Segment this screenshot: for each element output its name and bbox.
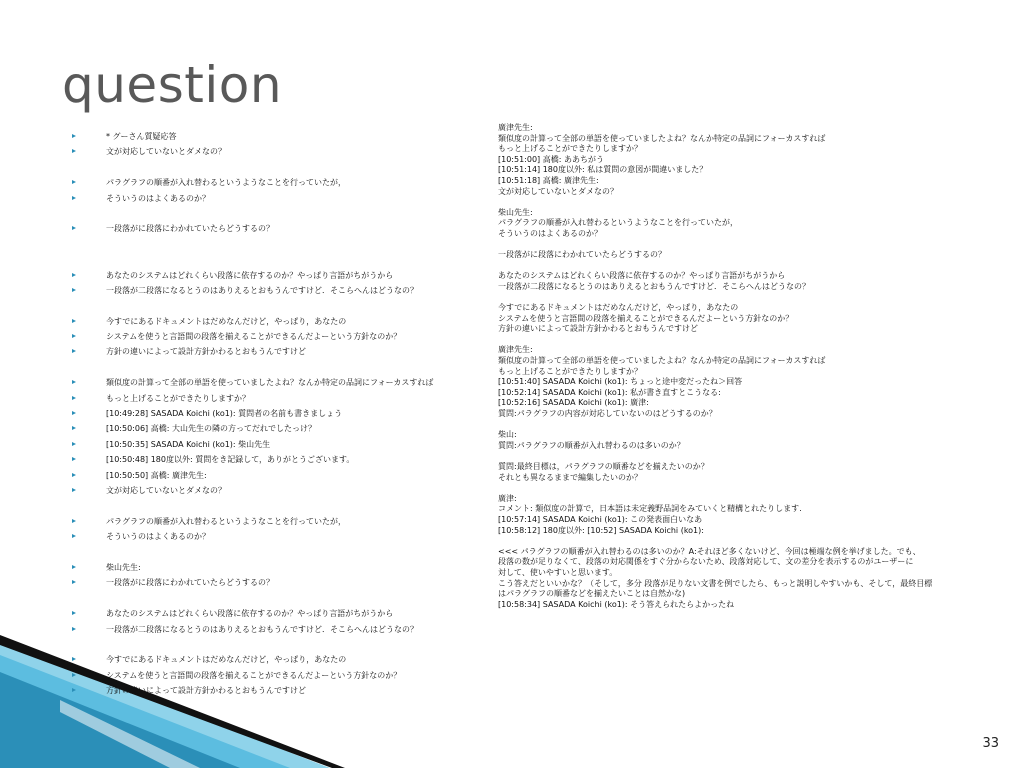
bullet-arrow-icon — [72, 226, 76, 230]
text-line: システムを使うと言語間の段落を揃えることができるんだよーという方針なのか？ — [498, 313, 794, 323]
text-line: はパラグラフの順番などを揃えたいことは自然かな) — [498, 589, 686, 599]
bullet-item — [72, 437, 512, 452]
text-line: [10:51:40] SASADA Koichi (ko1): ちょっと途中変だったね＞回答 — [498, 377, 743, 387]
bullet-arrow-icon — [72, 627, 76, 631]
bullet-item — [72, 483, 512, 498]
bullet-text: パラグラフの順番が入れ替わるというようなことを行っていたが， — [106, 516, 346, 526]
text-spacer — [498, 536, 998, 547]
text-spacer — [498, 293, 998, 304]
text-line: [10:51:00] 高橋: ああちがう — [498, 154, 604, 164]
bullet-item — [72, 421, 512, 436]
text-line: 一段落がに段落にわかれていたらどうするの？ — [498, 250, 666, 260]
text-line: 柴山: — [498, 430, 517, 440]
bullet-item — [72, 191, 512, 206]
bullet-text: 一段落がに段落にわかれていたらどうするの？ — [106, 578, 274, 588]
text-line: 質問:最終目標は，パラグラフの順番などを揃えたいのか？ — [498, 462, 709, 471]
bullet-item — [72, 344, 512, 359]
text-line: [10:52:14] SASADA Koichi (ko1): 私が書き直すとこうなる: — [498, 387, 721, 397]
bullet-item — [72, 683, 512, 698]
text-spacer — [498, 451, 998, 462]
left-bullet-list — [72, 129, 512, 698]
bullet-arrow-icon — [72, 673, 76, 677]
bullet-text: システムを使うと言語間の段落を揃えることができるんだよーという方針なのか？ — [106, 670, 402, 680]
bullet-text: そういうのはよくあるのか？ — [106, 532, 210, 542]
list-spacer — [72, 298, 512, 313]
bullet-text: [10:50:06] 高橋: 大山先生の隣の方ってだれでしたっけ？ — [106, 424, 316, 434]
bullet-item — [72, 452, 512, 467]
bullet-arrow-icon — [72, 334, 76, 338]
text-line: パラグラフの順番が入れ替わるというようなことを行っていたが， — [498, 218, 738, 228]
text-line: そういうのはよくあるのか？ — [498, 228, 602, 238]
slide-title: question — [62, 56, 283, 114]
list-spacer — [72, 498, 512, 513]
bullet-arrow-icon — [72, 196, 76, 200]
bullet-arrow-icon — [72, 442, 76, 446]
text-spacer — [498, 335, 998, 346]
bullet-arrow-icon — [72, 411, 76, 415]
text-line: 一段落が二段落になるとうのはありえるとおもうんですけど．そこらへんはどうなの？ — [498, 281, 810, 291]
bullet-text: パラグラフの順番が入れ替わるというようなことを行っていたが， — [106, 178, 346, 188]
text-line: 文が対応していないとダメなの？ — [498, 186, 618, 196]
text-line: [10:57:14] SASADA Koichi (ko1): この発表面白いなあ — [498, 514, 703, 524]
bullet-item — [72, 391, 512, 406]
bullet-item — [72, 314, 512, 329]
bullet-item — [72, 622, 512, 637]
bullet-item — [72, 514, 512, 529]
text-spacer — [498, 483, 998, 494]
text-line: 質問:パラグラフの内容が対応していないのはどうするのか？ — [498, 409, 717, 419]
text-line: もっと上げることができたりしますか？ — [498, 366, 642, 376]
list-spacer — [72, 160, 512, 175]
bullet-text: 一段落が二段落になるとうのはありえるとおもうんですけど．そこらへんはどうなの？ — [106, 285, 418, 295]
bullet-item — [72, 329, 512, 344]
bullet-text: 方針の違いによって設計方針かわるとおもうんですけど — [106, 347, 306, 357]
bullet-arrow-icon — [72, 657, 76, 661]
bullet-item — [72, 575, 512, 590]
bullet-arrow-icon — [72, 580, 76, 584]
bullet-text: 文が対応していないとダメなの？ — [106, 485, 226, 495]
bullet-arrow-icon — [72, 488, 76, 492]
text-line: こう答えだといいかな？（そして，多分 段落が足りない文書を例でしたら、もっと説明しやすいかも、そして，最終目標 — [498, 578, 933, 588]
chat-log-text — [498, 123, 998, 610]
text-line: 廣津: — [498, 493, 517, 503]
bullet-item — [72, 560, 512, 575]
bullet-arrow-icon — [72, 396, 76, 400]
text-line: 段落の数が足りなくて、段落の対応関係をすぐ分からないため、段落対応して、文の差分を表示するのがユーザーに — [498, 557, 914, 567]
bullet-item — [72, 529, 512, 544]
bullet-item — [72, 406, 512, 421]
bullet-item — [72, 668, 512, 683]
bullet-text: あなたのシステムはどれくらい段落に依存するのか？やっぱり言語がちがうから — [106, 609, 394, 619]
bullet-arrow-icon — [72, 273, 76, 277]
bullet-text: 方針の違いによって設計方針かわるとおもうんですけど — [106, 686, 306, 696]
bullet-arrow-icon — [72, 134, 76, 138]
bullet-text: [10:50:50] 高橋: 廣津先生: — [106, 470, 207, 480]
bullet-text: [10:49:28] SASADA Koichi (ko1): 質問者の名前も書きましょう — [106, 409, 343, 419]
bullet-text: 類似度の計算って全部の単語を使っていましたよね？なんか特定の品詞にフォーカスすれば — [106, 378, 434, 388]
bullet-text: システムを使うと言語間の段落を揃えることができるんだよーという方針なのか？ — [106, 332, 402, 342]
bullet-text: [10:50:35] SASADA Koichi (ko1): 柴山先生 — [106, 439, 271, 449]
bullet-arrow-icon — [72, 611, 76, 615]
list-spacer — [72, 206, 512, 221]
text-line: 方針の違いによって設計方針かわるとおもうんですけど — [498, 324, 698, 334]
list-spacer — [72, 360, 512, 375]
bullet-arrow-icon — [72, 149, 76, 153]
text-spacer — [498, 261, 998, 272]
text-line: 類似度の計算って全部の単語を使っていましたよね？なんか特定の品詞にフォーカスすれば — [498, 356, 826, 366]
text-line: 柴山先生: — [498, 207, 533, 217]
bullet-text: 一段落がに段落にわかれていたらどうするの？ — [106, 224, 274, 234]
text-line: [10:58:34] SASADA Koichi (ko1): そう答えられたらよかったね — [498, 599, 735, 609]
bullet-text: 柴山先生: — [106, 562, 141, 572]
bullet-arrow-icon — [72, 426, 76, 430]
list-spacer — [72, 237, 512, 252]
bullet-item — [72, 129, 512, 144]
text-line: 対して、使いやすいと思います。 — [498, 567, 618, 577]
bullet-item — [72, 144, 512, 159]
text-line: [10:58:12] 180度以外: [10:52] SASADA Koichi (ko1): — [498, 525, 704, 535]
bullet-arrow-icon — [72, 349, 76, 353]
text-line: それとも異なるままで編集したいのか？ — [498, 472, 642, 482]
bullet-arrow-icon — [72, 688, 76, 692]
bullet-arrow-icon — [72, 473, 76, 477]
text-line: 廣津先生: — [498, 345, 533, 355]
bullet-text: 一段落が二段落になるとうのはありえるとおもうんですけど．そこらへんはどうなの？ — [106, 624, 418, 634]
bullet-text: 今すでにあるドキュメントはだめなんだけど，やっぱり，あなたの — [106, 316, 347, 326]
text-line: コメント: 類似度の計算で，日本語は未定義野品詞をみていくと精構とれたりします. — [498, 504, 802, 514]
bullet-text: そういうのはよくあるのか？ — [106, 193, 210, 203]
text-spacer — [498, 420, 998, 431]
page-number: 33 — [982, 736, 999, 751]
bullet-item — [72, 652, 512, 667]
bullet-arrow-icon — [72, 519, 76, 523]
text-line: 質問:パラグラフの順番が入れ替わるのは多いのか？ — [498, 440, 685, 450]
bullet-text: 今すでにあるドキュメントはだめなんだけど，やっぱり，あなたの — [106, 655, 347, 665]
text-line: あなたのシステムはどれくらい段落に依存するのか？やっぱり言語がちがうから — [498, 271, 786, 281]
list-spacer — [72, 545, 512, 560]
bullet-arrow-icon — [72, 380, 76, 384]
text-line: [10:51:18] 高橋: 廣津先生: — [498, 175, 599, 185]
bullet-arrow-icon — [72, 565, 76, 569]
bullet-text: [10:50:48] 180度以外: 質問をき記録して，ありがとうございます。 — [106, 455, 355, 465]
bullet-arrow-icon — [72, 288, 76, 292]
bullet-item — [72, 268, 512, 283]
bullet-arrow-icon — [72, 319, 76, 323]
text-line: 廣津先生: — [498, 123, 533, 132]
bullet-text: あなたのシステムはどれくらい段落に依存するのか？やっぱり言語がちがうから — [106, 270, 394, 280]
bullet-text: 文が対応していないとダメなの？ — [106, 147, 226, 157]
bullet-item — [72, 175, 512, 190]
text-line: 類似度の計算って全部の単語を使っていましたよね？なんか特定の品詞にフォーカスすれば — [498, 133, 826, 143]
bullet-item — [72, 468, 512, 483]
list-spacer — [72, 591, 512, 606]
list-spacer — [72, 637, 512, 652]
text-line: [10:52:16] SASADA Koichi (ko1): 廣津: — [498, 398, 649, 408]
text-line: 今すでにあるドキュメントはだめなんだけど，やっぱり，あなたの — [498, 303, 739, 313]
text-line: もっと上げることができたりしますか？ — [498, 144, 642, 154]
bullet-text: もっと上げることができたりしますか？ — [106, 393, 250, 403]
bullet-arrow-icon — [72, 457, 76, 461]
bullet-arrow-icon — [72, 534, 76, 538]
bullet-item — [72, 221, 512, 236]
bullet-item — [72, 606, 512, 621]
bullet-arrow-icon — [72, 180, 76, 184]
text-line: [10:51:14] 180度以外: 私は質問の意図が間違いました？ — [498, 165, 708, 175]
list-spacer — [72, 252, 512, 267]
bullet-text: * グーさん質疑応答 — [106, 132, 177, 141]
bullet-item — [72, 283, 512, 298]
bullet-item — [72, 375, 512, 390]
text-spacer — [498, 240, 998, 251]
text-spacer — [498, 197, 998, 208]
text-line: <<< パラグラフの順番が入れ替わるのは多いのか？A:それほど多くないけど、今回は極端な例を挙げました。でも、 — [498, 546, 921, 556]
